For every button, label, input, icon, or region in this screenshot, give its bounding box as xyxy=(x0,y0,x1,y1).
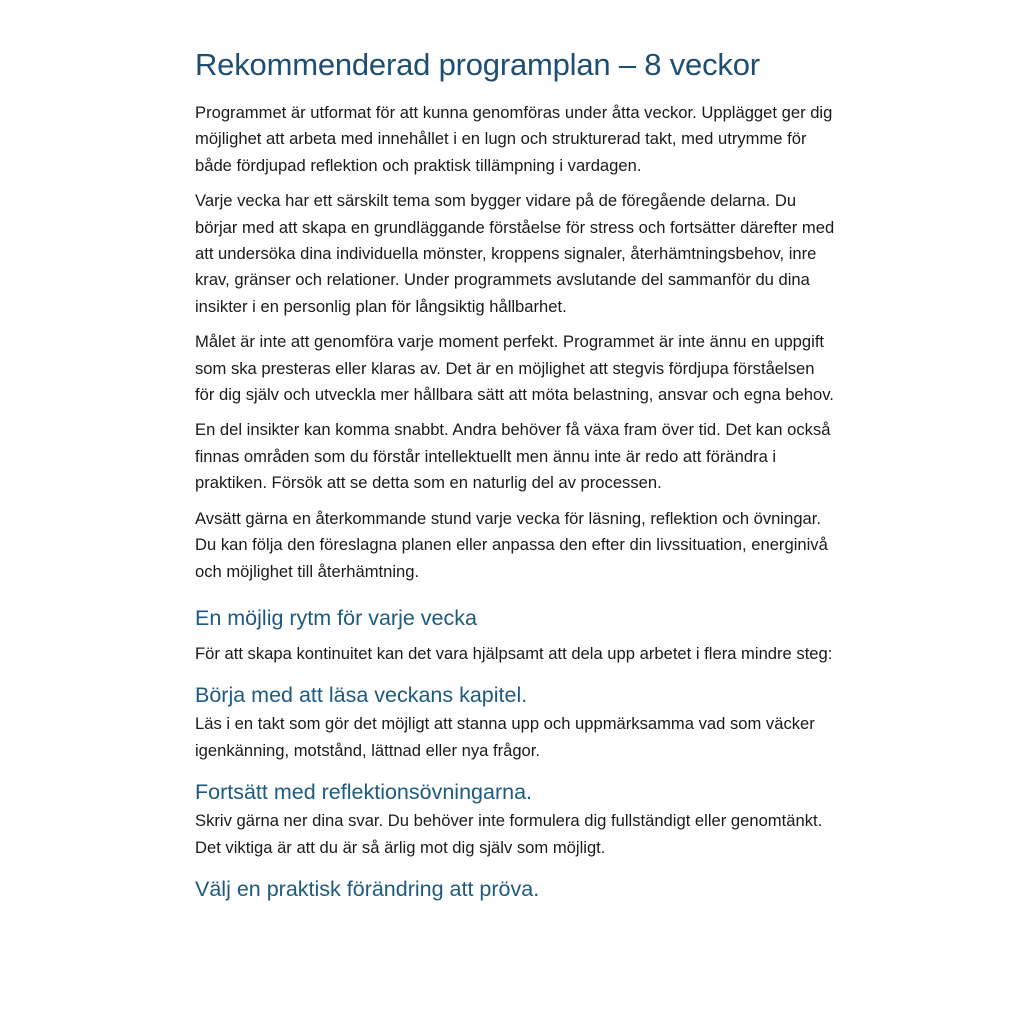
step-heading-read: Börja med att läsa veckans kapitel. xyxy=(195,683,528,708)
step-heading-practice: Välj en praktisk förändring att pröva. xyxy=(195,876,540,901)
step-heading-reflect: Fortsätt med reflektionsövningarna. xyxy=(195,780,532,805)
intro-paragraph: Programmet är utformat för att kunna genomföras under åtta veckor. Upplägget ger dig möjlighet att arbeta med innehållet i en lugn och strukturerad takt, med utrymme för både fördjupad reflektion och praktisk tillämpning i vardagen. xyxy=(195,103,833,175)
step-text-read: Läs i en takt som gör det möjligt att stanna upp och uppmärksamma vad som väcker igenkänning, motstånd, lättnad eller nya frågor. xyxy=(195,714,815,760)
document-content xyxy=(195,44,835,905)
weekly-theme-paragraph: Varje vecka har ett särskilt tema som bygger vidare på de föregående delarna. Du börjar med att skapa en grundläggande förståelse för stress och fortsätter därefter med att undersöka dina individuella mönster, kroppens signaler, återhämtningsbehov, inre krav, gränser och relationer. Under programmets avslutande del sammanför du dina insikter i en personlig plan för långsiktig hållbarhet. xyxy=(195,191,835,316)
page-title: Rekommenderad programplan – 8 veckor xyxy=(195,47,760,82)
insights-paragraph: En del insikter kan komma snabbt. Andra behöver få växa fram över tid. Det kan också finnas områden som du förstår intellektuellt men ännu inte är redo att förändra i praktiken. Försök att se detta som en naturlig del av processen. xyxy=(195,420,831,493)
schedule-paragraph: Avsätt gärna en återkommande stund varje vecka för läsning, reflektion och övningar. Du kan följa den föreslagna planen eller anpassa den efter din livssituation, energinivå och möjlighet till återhämtning. xyxy=(195,508,828,581)
step-text-reflect: Skriv gärna ner dina svar. Du behöver inte formulera dig fullständigt eller genomtänkt. Det viktiga är att du är så ärlig mot dig själv som möjligt. xyxy=(195,811,823,857)
rhythm-intro-paragraph: För att skapa kontinuitet kan det vara hjälpsamt att dela upp arbetet i flera mindre steg: xyxy=(195,643,833,663)
section-heading-rhythm: En möjlig rytm för varje vecka xyxy=(195,605,477,630)
goal-paragraph: Målet är inte att genomföra varje moment perfekt. Programmet är inte ännu en uppgift som ska presteras eller klaras av. Det är en möjlighet att stegvis fördjupa förståelsen för dig själv och utveckla mer hållbara sätt att möta belastning, ansvar och egna behov. xyxy=(195,332,834,405)
